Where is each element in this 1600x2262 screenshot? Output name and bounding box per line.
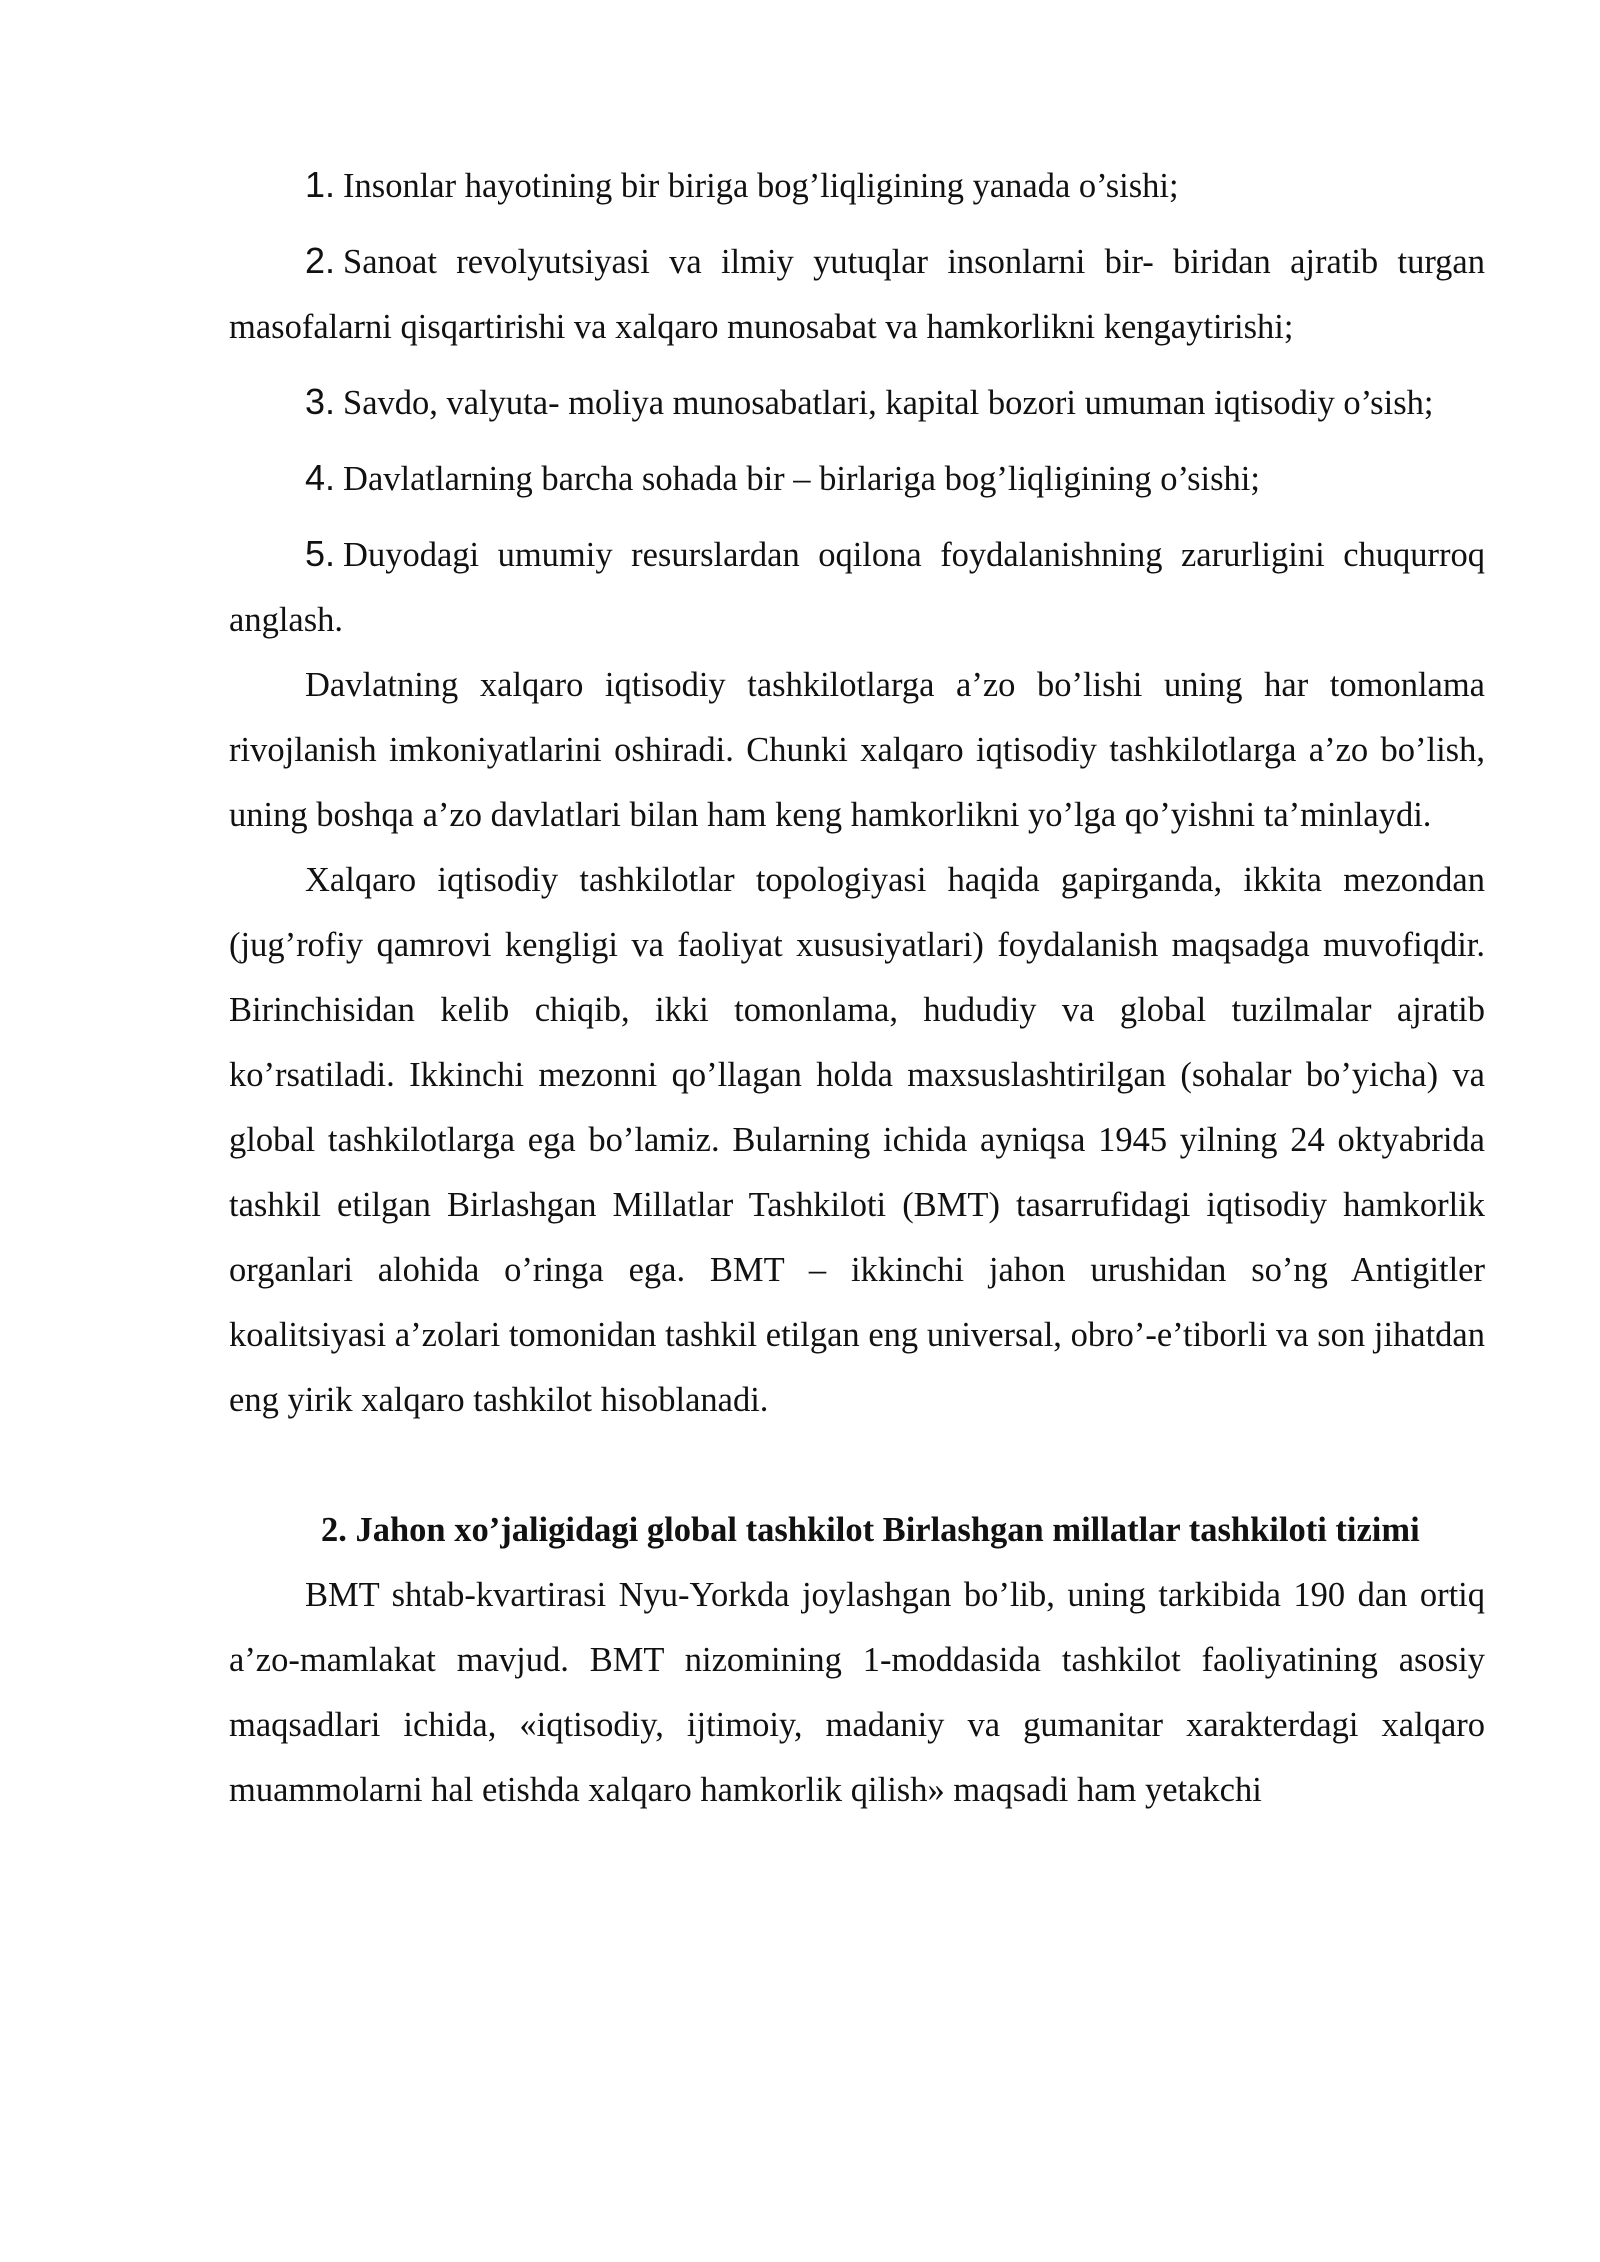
list-item-number: 4. — [305, 457, 336, 498]
document-page — [229, 152, 1485, 1823]
list-item — [229, 445, 1485, 512]
list-item — [229, 369, 1485, 436]
list-item — [229, 521, 1485, 653]
list-item-number: 1. — [305, 164, 336, 205]
list-item-number: 3. — [305, 381, 336, 422]
body-paragraph: Xalqaro iqtisodiy tashkilotlar topologiyasi haqida gapirganda, ikkita mezondan (jug’rofiy qamrovi kengligi va faoliyat xususiyatlari) foydalanish maqsadga muvofiqdir. Birinchisidan kelib chiqib, ikki tomonlama, hududiy va global tuzilmalar ajratib ko’rsatiladi. Ikkinchi mezonni qo’llagan holda maxsuslashtirilgan (sohalar bo’yicha) va global tashkilotlarga ega bo’lamiz. Bularning ichida ayniqsa 1945 yilning 24 oktyabrida tashkil etilgan Birlashgan Millatlar Tashkiloti (BMT) tasarrufidagi iqtisodiy hamkorlik organlari alohida o’ringa ega. BMT – ikkinchi jahon urushidan so’ng Antigitler koalitsiyasi a’zolari tomonidan tashkil etilgan eng universal, obro’-e’tiborli va son jihatdan eng yirik xalqaro tashkilot hisoblanadi. — [229, 861, 1485, 1419]
list-item-text: Davlatlarning barcha sohada bir – birlariga bog’liqligining o’sishi; — [343, 460, 1260, 498]
body-paragraph: BMT shtab-kvartirasi Nyu-Yorkda joylashgan bo’lib, uning tarkibida 190 dan ortiq a’zo-mamlakat mavjud. BMT nizomining 1-moddasida tashkilot faoliyatining asosiy maqsadlari ichida, «iqtisodiy, ijtimoiy, madaniy va gumanitar xarakterdagi xalqaro muammolarni hal etishda xalqaro hamkorlik qilish» maqsadi ham yetakchi — [229, 1576, 1485, 1809]
list-item — [229, 228, 1485, 360]
list-item — [229, 152, 1485, 219]
list-item-number: 5. — [305, 533, 336, 574]
list-item-text: Sanoat revolyutsiyasi va ilmiy yutuqlar insonlarni bir- biridan ajratib turgan masofalarni qisqartirishi va xalqaro munosabat va hamkorlikni kengaytirishi; — [229, 243, 1485, 346]
body-paragraph: Davlatning xalqaro iqtisodiy tashkilotlarga a’zo bo’lishi uning har tomonlama rivojlanish imkoniyatlarini oshiradi. Chunki xalqaro iqtisodiy tashkilotlarga a’zo bo’lish, uning boshqa a’zo davlatlari bilan ham keng hamkorlikni yo’lga qo’yishni ta’minlaydi. — [229, 666, 1485, 834]
section-heading: 2. Jahon xo’jaligidagi global tashkilot Birlashgan millatlar tashkiloti tizimi — [321, 1511, 1420, 1549]
list-item-text: Insonlar hayotining bir biriga bog’liqligining yanada o’sishi; — [343, 167, 1179, 205]
numbered-list — [229, 152, 1485, 653]
list-item-number: 2. — [305, 240, 336, 281]
list-item-text: Savdo, valyuta- moliya munosabatlari, kapital bozori umuman iqtisodiy o’sish; — [343, 384, 1434, 422]
list-item-text: Duyodagi umumiy resurslardan oqilona foydalanishning zarurligini chuqurroq anglash. — [229, 536, 1485, 639]
